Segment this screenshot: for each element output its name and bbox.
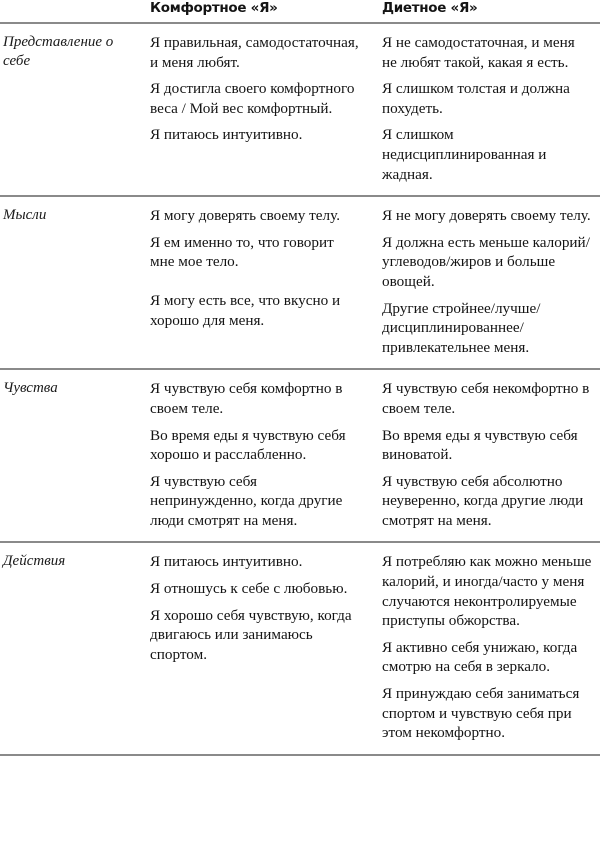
- statement: Я питаюсь интуитивно.: [150, 553, 303, 571]
- table-body: [0, 23, 600, 755]
- column-header-comfort-self: Комфортное «Я»: [145, 0, 378, 23]
- statement: Я ем именно то, что говорит мне мое тело.: [150, 233, 334, 271]
- statement: Я правильная, самодостаточная, и меня любят.: [150, 34, 359, 71]
- statement: Я питаюсь интуитивно.: [150, 126, 303, 144]
- statement: Во время еды я чувствую себя хорошо и расслабленно.: [150, 426, 346, 464]
- row-label-self-image: Представление о себе: [0, 23, 145, 196]
- table-row: [0, 542, 600, 754]
- statement: Я должна есть меньше калорий/углеводов/жиров и больше овощей.: [382, 233, 590, 290]
- statement: Я активно себя унижаю, когда смотрю на себя в зеркало.: [382, 638, 578, 676]
- statement: Я принуждаю себя заниматься спортом и чувствую себя при этом некомфортно.: [382, 685, 580, 742]
- cell-diet-self-image: [378, 23, 600, 196]
- statement: Я не самодостаточная, и меня не любят такой, какая я есть.: [382, 34, 575, 71]
- statement: Во время еды я чувствую себя виноватой.: [382, 426, 578, 464]
- table-header: [0, 0, 600, 23]
- row-label-thoughts: Мысли: [0, 196, 145, 369]
- table-row: [0, 196, 600, 369]
- cell-comfort-self-image: [145, 23, 378, 196]
- header-row: [0, 0, 600, 23]
- table-row: [0, 23, 600, 196]
- column-header-category: [0, 0, 145, 23]
- statement: Я могу доверять своему телу.: [150, 207, 340, 225]
- statement: Я могу есть все, что вкусно и хорошо для меня.: [150, 291, 341, 329]
- cell-comfort-feelings: [145, 369, 378, 542]
- statement: Я чувствую себя непринужденно, когда другие люди смотрят на меня.: [150, 472, 343, 529]
- statement: Я слишком толстая и должна похудеть.: [382, 80, 570, 117]
- column-header-diet-self: Диетное «Я»: [378, 0, 600, 23]
- statement: Я слишком недисциплинированная и жадная.: [382, 126, 547, 183]
- row-label-actions: Действия: [0, 542, 145, 754]
- statement: Я чувствую себя некомфортно в своем теле.: [382, 380, 590, 417]
- cell-diet-thoughts: [378, 196, 600, 369]
- statement: Я хорошо себя чувствую, когда двигаюсь или занимаюсь спортом.: [150, 606, 352, 663]
- cell-diet-feelings: [378, 369, 600, 542]
- statement: Я чувствую себя комфортно в своем теле.: [150, 380, 343, 417]
- cell-comfort-actions: [145, 542, 378, 754]
- row-label-feelings: Чувства: [0, 369, 145, 542]
- statement: Я потребляю как можно меньше калорий, и иногда/часто у меня случаются неконтролируемые приступы обжорства.: [382, 553, 592, 630]
- statement: Я чувствую себя абсолютно неуверенно, когда другие люди смотрят на меня.: [382, 472, 584, 529]
- statement: Я достигла своего комфортного веса / Мой вес комфортный.: [150, 80, 355, 117]
- cell-comfort-thoughts: [145, 196, 378, 369]
- statement: Другие стройнее/лучше/дисциплинированнее/привлекательнее меня.: [382, 299, 541, 356]
- table-row: [0, 369, 600, 542]
- cell-diet-actions: [378, 542, 600, 754]
- statement: Я отношусь к себе с любовью.: [150, 580, 348, 598]
- statement: Я не могу доверять своему телу.: [382, 207, 591, 225]
